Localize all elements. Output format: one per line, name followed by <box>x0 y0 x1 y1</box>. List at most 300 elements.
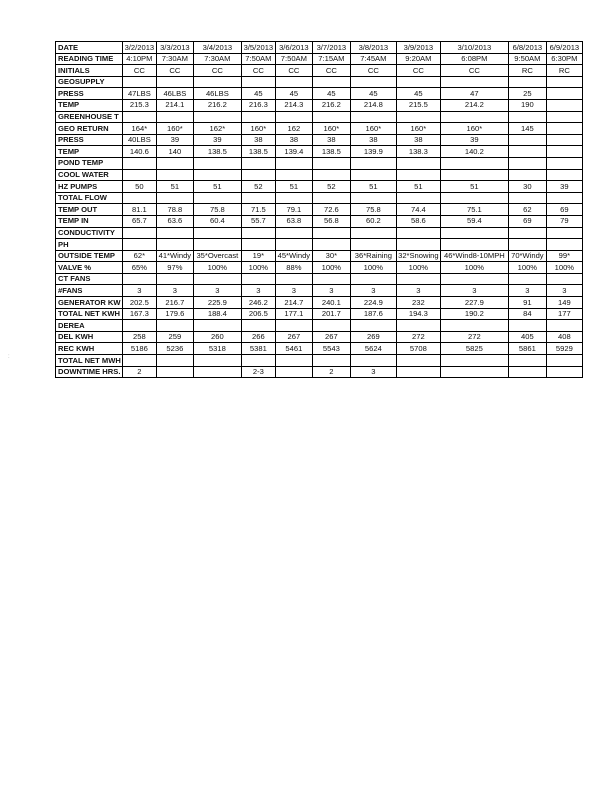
table-cell <box>156 355 193 367</box>
table-row <box>56 76 583 88</box>
table-cell <box>508 146 546 158</box>
table-cell: 194.3 <box>396 308 440 320</box>
table-cell: 50 <box>122 181 156 193</box>
table-cell: 3/3/2013 <box>156 42 193 54</box>
table-cell <box>508 134 546 146</box>
table-cell <box>396 111 440 123</box>
table-cell: 25 <box>508 88 546 100</box>
table-cell: 138.3 <box>396 146 440 158</box>
row-label: PH <box>56 239 123 251</box>
table-cell <box>396 227 440 239</box>
table-cell <box>193 320 241 332</box>
table-cell <box>396 239 440 251</box>
table-cell <box>546 355 582 367</box>
table-cell: 190.2 <box>440 308 508 320</box>
table-row <box>56 250 583 262</box>
table-cell: 51 <box>193 181 241 193</box>
table-cell <box>156 366 193 378</box>
table-cell <box>350 239 396 251</box>
table-cell: 74.4 <box>396 204 440 216</box>
table-cell <box>508 227 546 239</box>
table-cell <box>241 320 275 332</box>
table-cell <box>156 76 193 88</box>
table-cell: 267 <box>312 331 350 343</box>
table-row <box>56 169 583 181</box>
table-cell: 266 <box>241 331 275 343</box>
table-cell <box>275 366 312 378</box>
row-label: VALVE % <box>56 262 123 274</box>
table-cell: 7:15AM <box>312 53 350 65</box>
table-cell <box>312 157 350 169</box>
table-cell <box>546 111 582 123</box>
table-cell: 9:50AM <box>508 53 546 65</box>
table-cell <box>193 355 241 367</box>
table-cell <box>350 76 396 88</box>
table-cell: 39 <box>193 134 241 146</box>
table-cell <box>546 88 582 100</box>
table-cell: 38 <box>396 134 440 146</box>
table-cell: 3 <box>396 285 440 297</box>
table-cell: CC <box>156 65 193 77</box>
table-cell: 7:50AM <box>241 53 275 65</box>
table-cell: 2 <box>122 366 156 378</box>
table-cell <box>193 192 241 204</box>
table-cell <box>122 169 156 181</box>
table-cell <box>275 227 312 239</box>
table-cell <box>508 366 546 378</box>
page-mark: : <box>8 354 10 360</box>
table-cell <box>241 355 275 367</box>
table-cell <box>546 320 582 332</box>
table-cell: 149 <box>546 297 582 309</box>
row-label: DEREA <box>56 320 123 332</box>
table-cell <box>440 320 508 332</box>
table-cell: 177.1 <box>275 308 312 320</box>
table-cell <box>350 227 396 239</box>
table-cell: 100% <box>546 262 582 274</box>
table-cell: 39 <box>440 134 508 146</box>
table-cell: 51 <box>396 181 440 193</box>
table-cell <box>312 192 350 204</box>
table-cell: 19* <box>241 250 275 262</box>
table-cell: RC <box>546 65 582 77</box>
table-cell <box>275 320 312 332</box>
table-cell: 100% <box>193 262 241 274</box>
table-cell <box>546 227 582 239</box>
table-cell <box>193 111 241 123</box>
table-cell <box>546 157 582 169</box>
table-cell: 7:50AM <box>275 53 312 65</box>
row-label: TOTAL FLOW <box>56 192 123 204</box>
table-cell: 6:30PM <box>546 53 582 65</box>
geothermal-log-table <box>55 41 583 378</box>
table-cell: 160* <box>350 123 396 135</box>
table-cell <box>275 192 312 204</box>
table-cell <box>350 111 396 123</box>
table-cell: 140.6 <box>122 146 156 158</box>
table-cell <box>440 157 508 169</box>
table-cell <box>396 355 440 367</box>
table-cell: 71.5 <box>241 204 275 216</box>
table-cell: 3/7/2013 <box>312 42 350 54</box>
table-cell: 35*Overcast <box>193 250 241 262</box>
table-cell: 214.2 <box>440 99 508 111</box>
table-cell <box>122 239 156 251</box>
table-cell <box>312 355 350 367</box>
table-cell: 72.6 <box>312 204 350 216</box>
table-cell: 5186 <box>122 343 156 355</box>
table-cell: 3/6/2013 <box>275 42 312 54</box>
table-cell <box>546 169 582 181</box>
table-cell <box>122 273 156 285</box>
table-cell: 100% <box>312 262 350 274</box>
table-cell <box>546 239 582 251</box>
row-label: GREENHOUSE T <box>56 111 123 123</box>
table-cell <box>350 355 396 367</box>
row-label: READING TIME <box>56 53 123 65</box>
table-row <box>56 366 583 378</box>
table-cell: 140 <box>156 146 193 158</box>
table-cell: 5861 <box>508 343 546 355</box>
table-cell: 215.3 <box>122 99 156 111</box>
table-cell: 41*Windy <box>156 250 193 262</box>
table-cell: 160* <box>241 123 275 135</box>
table-cell <box>156 192 193 204</box>
table-cell: 62 <box>508 204 546 216</box>
table-cell <box>275 273 312 285</box>
table-cell: 3 <box>350 366 396 378</box>
table-cell <box>546 366 582 378</box>
table-cell: 39 <box>546 181 582 193</box>
table-cell: 5543 <box>312 343 350 355</box>
table-cell <box>275 157 312 169</box>
table-cell <box>122 76 156 88</box>
table-cell: 3 <box>156 285 193 297</box>
table-row <box>56 65 583 77</box>
table-cell: 160* <box>312 123 350 135</box>
table-cell: 75.1 <box>440 204 508 216</box>
row-label: CONDUCTIVITY <box>56 227 123 239</box>
table-cell: 179.6 <box>156 308 193 320</box>
table-cell: 3 <box>122 285 156 297</box>
table-cell <box>350 320 396 332</box>
table-cell: 79.1 <box>275 204 312 216</box>
table-cell <box>440 273 508 285</box>
table-cell: 177 <box>546 308 582 320</box>
table-cell <box>508 192 546 204</box>
table-cell: 5825 <box>440 343 508 355</box>
table-cell: 52 <box>241 181 275 193</box>
table-cell: 216.7 <box>156 297 193 309</box>
row-label: TOTAL NET KWH <box>56 308 123 320</box>
table-cell: 227.9 <box>440 297 508 309</box>
table-cell: 408 <box>546 331 582 343</box>
table-cell: CC <box>275 65 312 77</box>
header-row-date <box>56 42 583 54</box>
table-cell: 59.4 <box>440 215 508 227</box>
table-cell: 3/8/2013 <box>350 42 396 54</box>
table-cell: 145 <box>508 123 546 135</box>
table-cell: 160* <box>440 123 508 135</box>
table-row <box>56 262 583 274</box>
table-cell <box>241 239 275 251</box>
table-cell: 5929 <box>546 343 582 355</box>
table-cell <box>156 111 193 123</box>
table-row <box>56 99 583 111</box>
table-cell <box>350 157 396 169</box>
table-cell: 190 <box>508 99 546 111</box>
table-cell: 38 <box>350 134 396 146</box>
row-label: TEMP IN <box>56 215 123 227</box>
table-cell <box>312 239 350 251</box>
table-cell <box>241 111 275 123</box>
table-row <box>56 320 583 332</box>
table-cell <box>508 169 546 181</box>
table-cell: CC <box>122 65 156 77</box>
table-cell <box>508 320 546 332</box>
row-label: COOL WATER <box>56 169 123 181</box>
table-cell <box>546 192 582 204</box>
table-row <box>56 215 583 227</box>
table-cell <box>508 239 546 251</box>
table-cell <box>440 366 508 378</box>
table-cell: 139.4 <box>275 146 312 158</box>
table-cell <box>440 111 508 123</box>
table-cell: 99* <box>546 250 582 262</box>
table-cell: 46LBS <box>156 88 193 100</box>
table-cell: 45 <box>275 88 312 100</box>
table-cell <box>156 320 193 332</box>
table-cell: 45 <box>350 88 396 100</box>
table-cell: 58.6 <box>396 215 440 227</box>
table-cell: 40LBS <box>122 134 156 146</box>
table-cell: 201.7 <box>312 308 350 320</box>
table-cell <box>546 123 582 135</box>
table-cell: 55.7 <box>241 215 275 227</box>
table-cell: 3 <box>508 285 546 297</box>
table-cell: CC <box>396 65 440 77</box>
table-cell: 3 <box>193 285 241 297</box>
table-cell <box>396 320 440 332</box>
table-cell <box>122 111 156 123</box>
table-cell: 81.1 <box>122 204 156 216</box>
table-cell <box>312 273 350 285</box>
table-cell: 51 <box>350 181 396 193</box>
table-cell: 78.8 <box>156 204 193 216</box>
table-cell: 3 <box>312 285 350 297</box>
table-cell <box>193 169 241 181</box>
table-cell: 46LBS <box>193 88 241 100</box>
table-cell: 65.7 <box>122 215 156 227</box>
table-row <box>56 308 583 320</box>
table-cell: 51 <box>156 181 193 193</box>
table-cell <box>275 239 312 251</box>
table-cell: 225.9 <box>193 297 241 309</box>
table-cell <box>546 273 582 285</box>
table-cell: 47LBS <box>122 88 156 100</box>
table-cell: 214.3 <box>275 99 312 111</box>
table-cell: 5318 <box>193 343 241 355</box>
table-cell: 162 <box>275 123 312 135</box>
table-cell: CC <box>193 65 241 77</box>
table-cell <box>193 273 241 285</box>
table-cell: 3 <box>440 285 508 297</box>
table-cell: 160* <box>156 123 193 135</box>
table-cell: 38 <box>312 134 350 146</box>
table-cell: 405 <box>508 331 546 343</box>
table-row <box>56 355 583 367</box>
table-cell <box>546 99 582 111</box>
table-cell <box>350 169 396 181</box>
table-cell <box>396 273 440 285</box>
table-cell: 216.2 <box>193 99 241 111</box>
table-cell: 215.5 <box>396 99 440 111</box>
table-cell <box>241 157 275 169</box>
table-cell <box>241 76 275 88</box>
table-cell: 36*Raining <box>350 250 396 262</box>
table-cell <box>440 169 508 181</box>
table-cell <box>122 355 156 367</box>
table-cell: 100% <box>508 262 546 274</box>
table-cell: CC <box>312 65 350 77</box>
table-cell: 224.9 <box>350 297 396 309</box>
row-label: TEMP <box>56 146 123 158</box>
table-cell <box>122 157 156 169</box>
table-cell: 216.2 <box>312 99 350 111</box>
table-cell: 5236 <box>156 343 193 355</box>
table-cell: 30* <box>312 250 350 262</box>
table-cell: 69 <box>508 215 546 227</box>
table-cell <box>508 76 546 88</box>
row-label: REC KWH <box>56 343 123 355</box>
table-cell: 232 <box>396 297 440 309</box>
table-cell <box>275 355 312 367</box>
table-cell: 51 <box>275 181 312 193</box>
table-cell: 97% <box>156 262 193 274</box>
table-cell: 202.5 <box>122 297 156 309</box>
table-cell <box>508 273 546 285</box>
table-row <box>56 134 583 146</box>
table-cell: 60.4 <box>193 215 241 227</box>
table-cell: 30 <box>508 181 546 193</box>
table-cell <box>396 169 440 181</box>
row-label: OUTSIDE TEMP <box>56 250 123 262</box>
table-cell: 272 <box>440 331 508 343</box>
table-cell: 240.1 <box>312 297 350 309</box>
table-row <box>56 192 583 204</box>
row-label: TOTAL NET MWH <box>56 355 123 367</box>
table-cell <box>312 76 350 88</box>
table-cell: 5708 <box>396 343 440 355</box>
table-cell <box>275 111 312 123</box>
table-cell: 216.3 <box>241 99 275 111</box>
table-cell <box>156 169 193 181</box>
table-cell <box>193 239 241 251</box>
table-row <box>56 343 583 355</box>
table-cell: 3 <box>241 285 275 297</box>
table-cell: 160* <box>396 123 440 135</box>
table-cell: 100% <box>241 262 275 274</box>
table-cell: 2-3 <box>241 366 275 378</box>
table-cell: 75.8 <box>193 204 241 216</box>
table-cell: 6/9/2013 <box>546 42 582 54</box>
table-cell: 46*Wind8-10MPH <box>440 250 508 262</box>
table-cell <box>440 192 508 204</box>
table-cell: 214.7 <box>275 297 312 309</box>
row-label: GENERATOR KW <box>56 297 123 309</box>
table-cell <box>396 192 440 204</box>
table-cell: 6/8/2013 <box>508 42 546 54</box>
table-cell: 9:20AM <box>396 53 440 65</box>
table-cell <box>156 239 193 251</box>
table-cell: 88% <box>275 262 312 274</box>
row-label: POND TEMP <box>56 157 123 169</box>
table-cell: 4:10PM <box>122 53 156 65</box>
table-row <box>56 88 583 100</box>
table-cell <box>193 227 241 239</box>
table-cell <box>546 146 582 158</box>
table-cell: 63.6 <box>156 215 193 227</box>
table-cell: 206.5 <box>241 308 275 320</box>
table-row <box>56 181 583 193</box>
table-cell <box>350 273 396 285</box>
row-label: GEO RETURN <box>56 123 123 135</box>
table-row <box>56 111 583 123</box>
table-cell: 3 <box>350 285 396 297</box>
table-cell <box>275 169 312 181</box>
table-cell: 259 <box>156 331 193 343</box>
row-label: PRESS <box>56 88 123 100</box>
table-cell <box>312 111 350 123</box>
table-cell: 38 <box>241 134 275 146</box>
table-row <box>56 331 583 343</box>
table-cell: 39 <box>156 134 193 146</box>
table-cell: 56.8 <box>312 215 350 227</box>
table-cell: 272 <box>396 331 440 343</box>
row-label: HZ PUMPS <box>56 181 123 193</box>
table-cell: 5461 <box>275 343 312 355</box>
table-cell: 138.5 <box>193 146 241 158</box>
table-cell: 52 <box>312 181 350 193</box>
table-row <box>56 157 583 169</box>
table-cell <box>440 76 508 88</box>
table-cell: 32*Snowing <box>398 251 439 261</box>
table-cell <box>508 355 546 367</box>
table-cell <box>122 192 156 204</box>
table-cell: 7:30AM <box>156 53 193 65</box>
table-cell: 164* <box>122 123 156 135</box>
row-label: #FANS <box>56 285 123 297</box>
table-cell <box>350 192 396 204</box>
table-cell: 3/10/2013 <box>440 42 508 54</box>
row-label: GEOSUPPLY <box>56 76 123 88</box>
table-cell: 246.2 <box>241 297 275 309</box>
table-cell: 167.3 <box>122 308 156 320</box>
table-cell: 140.2 <box>440 146 508 158</box>
table-cell: RC <box>508 65 546 77</box>
table-cell: 65% <box>122 262 156 274</box>
table-cell: 258 <box>122 331 156 343</box>
table-cell <box>508 157 546 169</box>
table-cell: 7:45AM <box>350 53 396 65</box>
table-cell <box>312 227 350 239</box>
table-cell: 3/9/2013 <box>396 42 440 54</box>
table-cell: 5381 <box>241 343 275 355</box>
row-label: INITIALS <box>56 65 123 77</box>
table-cell: 45*Windy <box>275 250 312 262</box>
table-row <box>56 239 583 251</box>
table-cell: 188.4 <box>193 308 241 320</box>
